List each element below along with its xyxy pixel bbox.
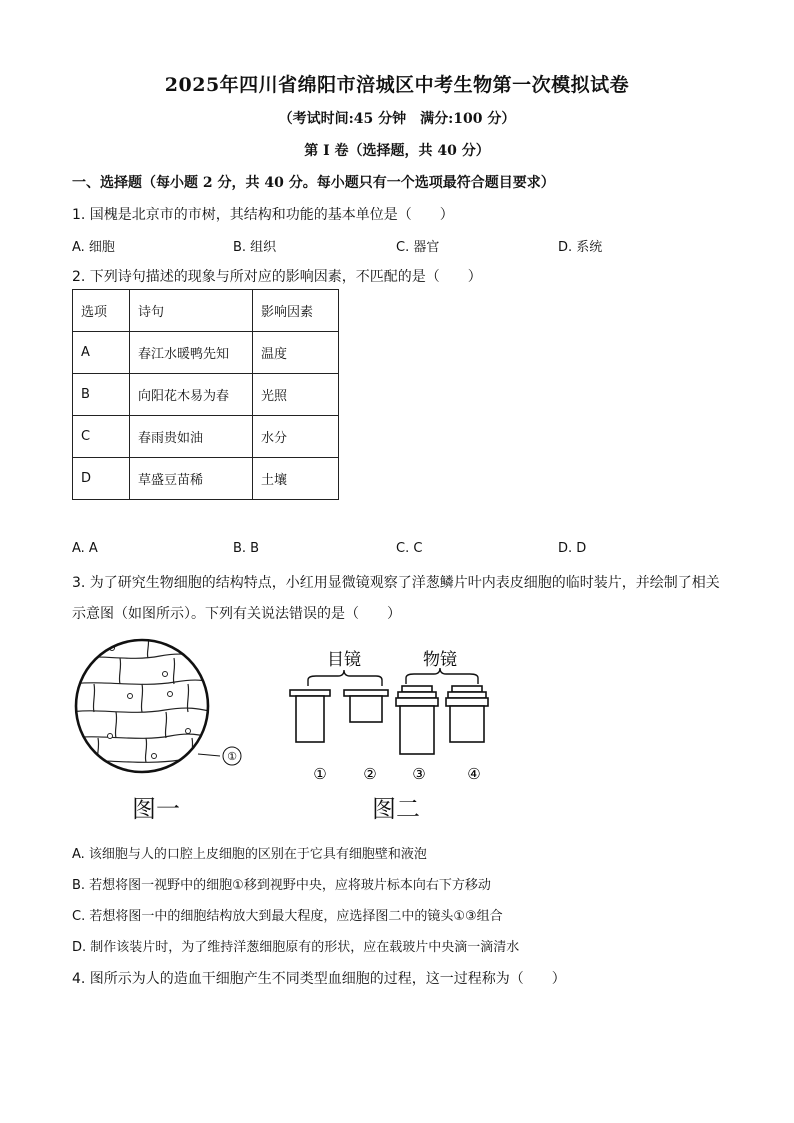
table-cell: C — [73, 416, 130, 458]
table-cell: B — [73, 374, 130, 416]
part-heading: 第 I 卷（选择题，共 40 分） — [304, 143, 490, 159]
table-cell: A — [73, 332, 130, 374]
question-3-option-a: A. 该细胞与人的口腔上皮细胞的区别在于它具有细胞壁和液泡 — [72, 847, 427, 862]
question-3-stem-line-1: 3. 为了研究生物细胞的结构特点，小红用显微镜观察了洋葱鳞片叶内表皮细胞的临时装片，并绘制了相关 — [72, 575, 720, 591]
question-2-option-c: C. C — [396, 541, 423, 556]
objective-4 — [452, 686, 482, 692]
question-2-option-b: B. B — [233, 541, 260, 556]
figure-1-cell-view — [70, 636, 260, 776]
lens-number-2: ② — [363, 765, 377, 783]
question-1-option-a: A. 细胞 — [72, 240, 115, 255]
table-header-row — [73, 290, 339, 332]
eyepiece-1 — [290, 690, 330, 696]
question-3-stem-line-2: 示意图（如图所示）。下列有关说法错误的是（ ） — [72, 606, 401, 622]
lens-number-1: ① — [313, 765, 327, 783]
question-2-option-d: D. D — [558, 541, 587, 556]
lens-number-3: ③ — [412, 765, 426, 783]
question-1-option-d: D. 系统 — [558, 240, 603, 255]
question-3-option-c: C. 若想将图一中的细胞结构放大到最大程度，应选择图二中的镜头①③组合 — [72, 909, 503, 924]
section-heading: 一、选择题（每小题 2 分，共 40 分。每小题只有一个选项最符合题目要求） — [72, 175, 555, 191]
question-2-stem: 2. 下列诗句描述的现象与所对应的影响因素，不匹配的是（ ） — [72, 269, 482, 285]
question-1-option-b: B. 组织 — [233, 240, 277, 255]
table-row — [73, 458, 339, 500]
question-2-table — [72, 289, 339, 500]
table-cell: 光照 — [253, 374, 339, 416]
table-row — [73, 332, 339, 374]
table-cell: D — [73, 458, 130, 500]
exam-title: 2025年四川省绵阳市涪城区中考生物第一次模拟试卷 — [164, 74, 630, 96]
eyepiece-label: 目镜 — [327, 650, 361, 670]
objective-bracket — [406, 668, 478, 684]
objective-label: 物镜 — [423, 650, 457, 670]
table-header-cell: 选项 — [73, 290, 130, 332]
question-4-stem: 4. 图所示为人的造血干细胞产生不同类型血细胞的过程，这一过程称为（ ） — [72, 971, 566, 987]
eyepiece-bracket — [308, 670, 382, 686]
table-cell: 草盛豆苗稀 — [130, 458, 253, 500]
table-cell: 水分 — [253, 416, 339, 458]
figure-1-label: 图一 — [132, 795, 180, 823]
question-3-option-b: B. 若想将图一视野中的细胞①移到视野中央，应将玻片标本向右下方移动 — [72, 878, 491, 893]
table-row — [73, 416, 339, 458]
table-cell: 温度 — [253, 332, 339, 374]
question-1-stem: 1. 国槐是北京市的市树，其结构和功能的基本单位是（ ） — [72, 207, 454, 223]
table-cell: 土壤 — [253, 458, 339, 500]
table-row — [73, 374, 339, 416]
table-header-cell: 诗句 — [130, 290, 253, 332]
exam-info: （考试时间:45 分钟 满分:100 分） — [278, 111, 516, 127]
question-1-option-c: C. 器官 — [396, 240, 440, 255]
table-cell: 春雨贵如油 — [130, 416, 253, 458]
eyepiece-2 — [344, 690, 388, 696]
lens-number-4: ④ — [467, 765, 481, 783]
figure-2-lenses — [282, 644, 502, 788]
question-3-option-d: D. 制作该装片时，为了维持洋葱细胞原有的形状，应在载玻片中央滴一滴清水 — [72, 940, 520, 955]
objective-3 — [402, 686, 432, 692]
figure-2-label: 图二 — [372, 795, 420, 823]
table-cell: 春江水暖鸭先知 — [130, 332, 253, 374]
table-header-cell: 影响因素 — [253, 290, 339, 332]
table-cell: 向阳花木易为春 — [130, 374, 253, 416]
cell-marker-label: ① — [227, 750, 237, 763]
question-2-option-a: A. A — [72, 541, 98, 556]
